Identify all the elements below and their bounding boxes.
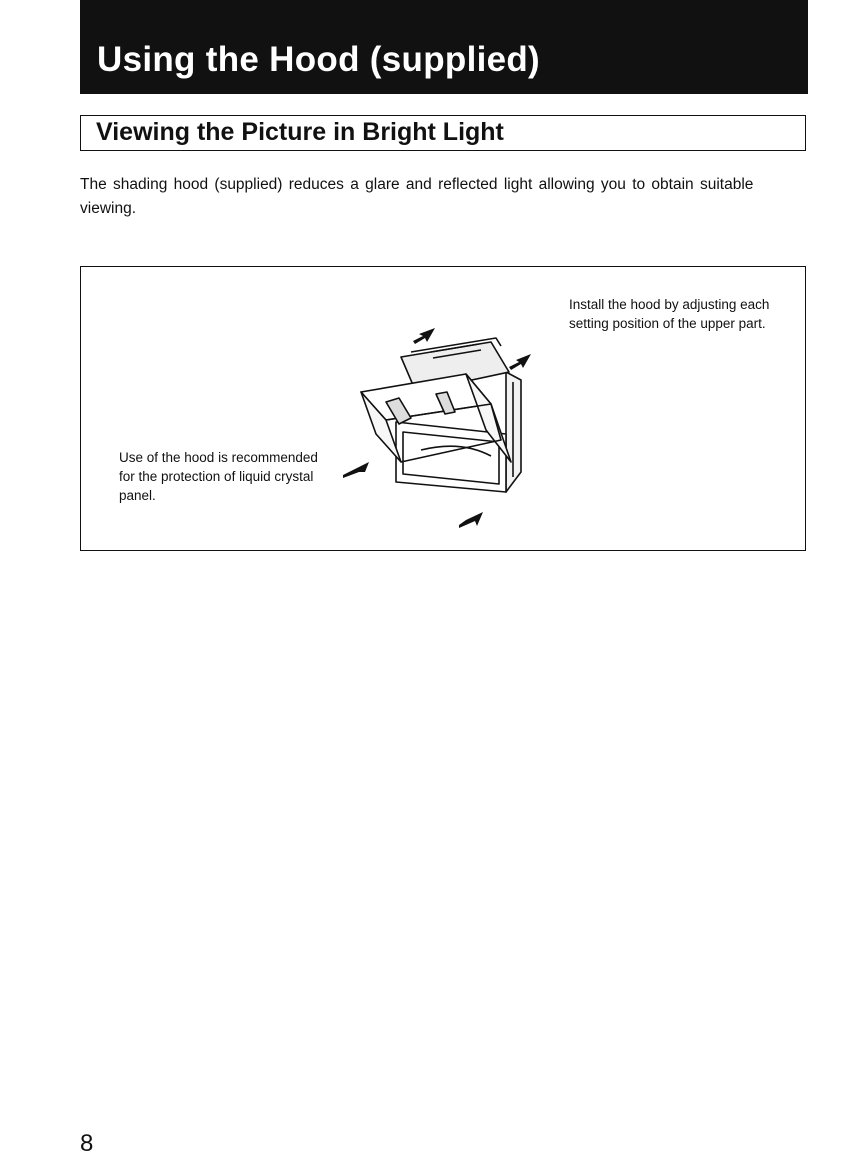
intro-paragraph: The shading hood (supplied) reduces a glare and reflected light allowing you to obtain suitable viewing. [80,176,754,217]
figure-box [80,266,806,551]
section-heading-box [80,115,806,151]
page-title: Using the Hood (supplied) [97,40,541,79]
install-callout: Install the hood by adjusting each setting position of the upper part. [569,297,770,331]
monitor-hood-illustration [341,322,551,532]
protection-callout: Use of the hood is recommended for the protection of liquid crystal panel. [119,450,318,503]
title-bar [80,0,808,94]
section-title: Viewing the Picture in Bright Light [96,118,504,146]
page-number: 8 [80,1130,94,1157]
